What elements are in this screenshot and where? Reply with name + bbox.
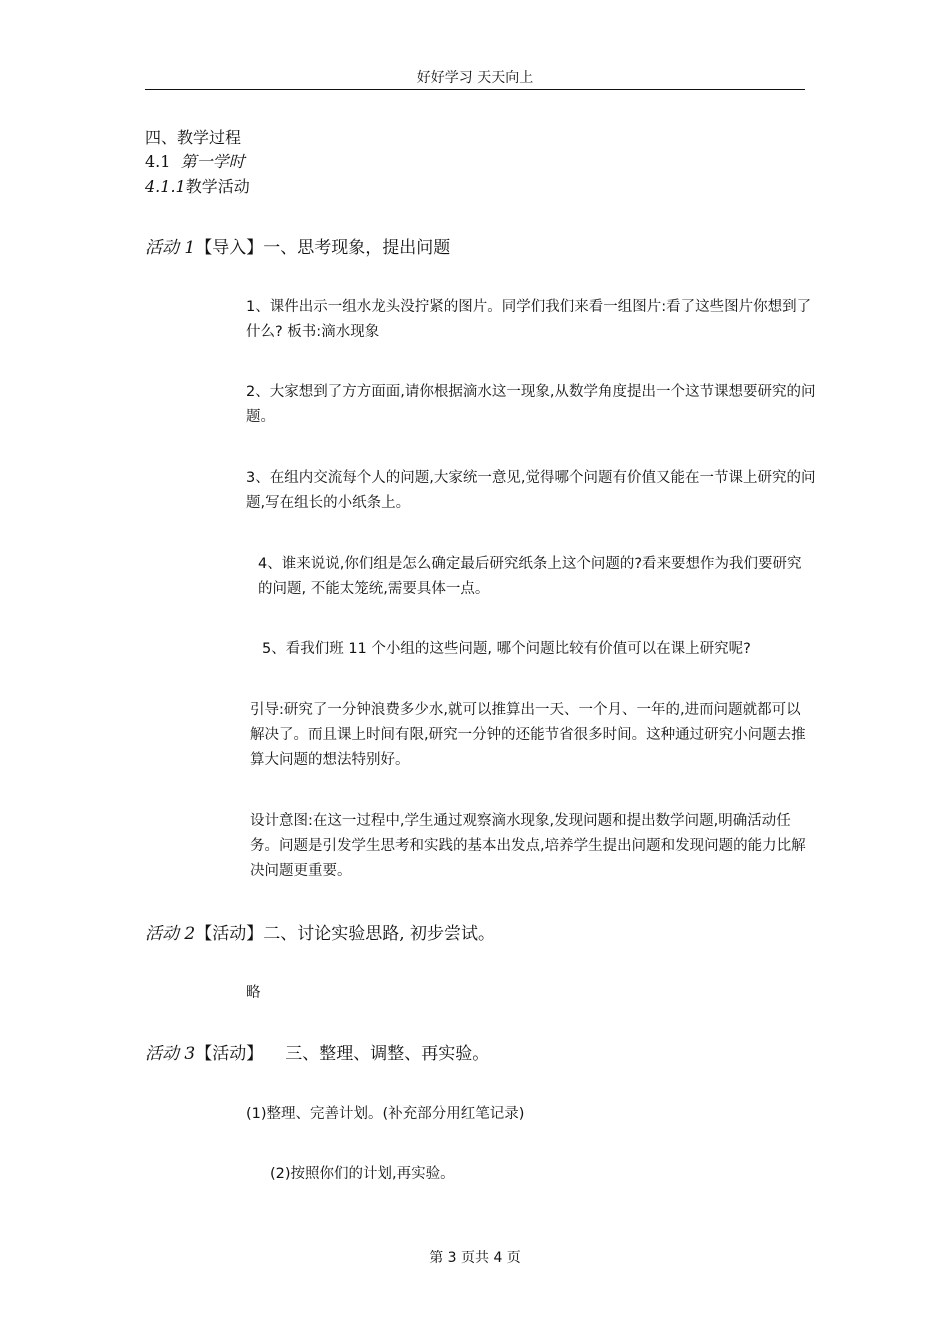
- activity-1-paragraph-1: 1、课件出示一组水龙头没拧紧的图片。同学们我们来看一组图片:看了这些图片你想到了什么? 板书:滴水现象: [246, 299, 812, 340]
- subsection-label: 第一学时: [180, 152, 245, 171]
- subsubsection-label: 教学活动: [185, 177, 250, 196]
- activity-3-title: 三、整理、调整、再实验。: [285, 1044, 490, 1064]
- activity-3-heading: [145, 1042, 489, 1066]
- activity-1-label: 活动 1: [145, 238, 196, 258]
- activity-2-title: 二、讨论实验思路, 初步尝试。: [263, 924, 496, 944]
- subsubsection-number: 4.1.1: [145, 177, 186, 196]
- activity-1-paragraph-3: 3、在组内交流每个人的问题,大家统一意见,觉得哪个问题有价值又能在一节课上研究的问题,写在组长的小纸条上。: [246, 470, 816, 511]
- activity-1-paragraph-4: [246, 552, 816, 602]
- header-divider: [145, 89, 805, 90]
- page-footer: 第 3 页共 4 页: [429, 1250, 521, 1266]
- activity-1-paragraph-4-text: 4、谁来说说,你们组是怎么确定最后研究纸条上这个问题的?看来要想作为我们要研究的问题, 不能太笼统,需要具体一点。: [258, 556, 802, 597]
- activity-2-paragraph-1: 略: [246, 985, 261, 1001]
- activity-3-tag: 【活动】: [195, 1044, 264, 1064]
- activity-1-heading: [145, 236, 450, 260]
- activity-1-title: 一、思考现象，提出问题: [263, 238, 451, 258]
- activity-1-guidance: 引导:研究了一分钟浪费多少水,就可以推算出一天、一个月、一年的,进而问题就都可以解决了。而且课上时间有限,研究一分钟的还能节省很多时间。这种通过研究小问题去推算大问题的想法特别好。: [250, 702, 806, 768]
- activity-1-paragraph-2: 2、大家想到了方方面面,请你根据滴水这一现象,从数学角度提出一个这节课想要研究的问题。: [246, 384, 816, 425]
- activity-3-label: 活动 3: [145, 1044, 196, 1064]
- activity-2-tag: 【活动】: [195, 924, 264, 944]
- activity-1-paragraph-5: 5、看我们班 11 个小组的这些问题, 哪个问题比较有价值可以在课上研究呢?: [262, 641, 751, 657]
- activity-1-tag: 【导入】: [195, 238, 264, 258]
- subsubsection-heading: [145, 176, 250, 198]
- section-title: 四、教学过程: [145, 128, 242, 147]
- activity-1-design-intent: 设计意图:在这一过程中,学生通过观察滴水现象,发现问题和提出数学问题,明确活动任务。问题是引发学生思考和实践的基本出发点,培养学生提出问题和发现问题的能力比解决问题更重要。: [250, 813, 806, 879]
- activity-2-heading: [145, 922, 495, 946]
- page-header: 好好学习 天天向上: [416, 70, 534, 86]
- activity-3-paragraph-1: (1)整理、完善计划。(补充部分用红笔记录): [246, 1106, 525, 1122]
- activity-3-paragraph-2: (2)按照你们的计划,再实验。: [270, 1166, 455, 1182]
- subsection-heading: [145, 151, 245, 173]
- subsection-number: 4.1: [145, 152, 171, 171]
- activity-2-label: 活动 2: [145, 924, 196, 944]
